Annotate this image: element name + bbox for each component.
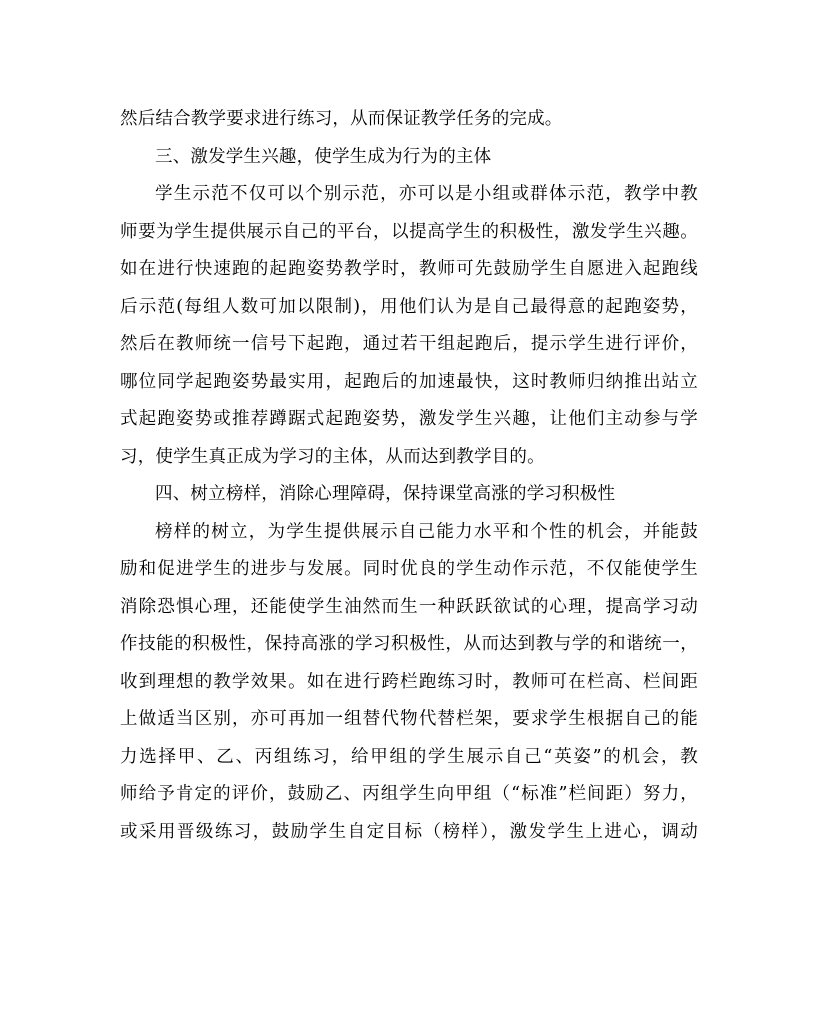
text-line: 榜样的树立，为学生提供展示自己能力水平和个性的机会，并能鼓 bbox=[155, 521, 698, 542]
text-line: 作技能的积极性，保持高涨的学习积极性，从而达到教与学的和谐统一， bbox=[120, 634, 698, 654]
text-line: 式起跑姿势或推荐蹲踞式起跑姿势，激发学生兴趣，让他们主动参与学 bbox=[120, 409, 698, 429]
text-line: 力选择甲、乙、丙组练习，给甲组的学生展示自己“英姿”的机会，教 bbox=[120, 746, 698, 767]
text-line: 消除恐惧心理，还能使学生油然而生一种跃跃欲试的心理，提高学习动 bbox=[120, 596, 698, 617]
body-text bbox=[120, 101, 698, 851]
text-line: 学生示范不仅可以个别示范，亦可以是小组或群体示范，教学中教 bbox=[155, 184, 698, 204]
section-heading: 三、激发学生兴趣，使学生成为行为的主体 bbox=[155, 146, 492, 167]
text-line: 然后结合教学要求进行练习，从而保证教学任务的完成。 bbox=[120, 109, 563, 129]
text-line: 收到理想的教学效果。如在进行跨栏跑练习时，教师可在栏高、栏间距 bbox=[120, 671, 698, 692]
text-line: 上做适当区别，亦可再加一组替代物代替栏架，要求学生根据自己的能 bbox=[120, 709, 698, 729]
text-line: 然后在教师统一信号下起跑，通过若干组起跑后，提示学生进行评价， bbox=[120, 334, 698, 354]
text-line: 习，使学生真正成为学习的主体，从而达到教学目的。 bbox=[120, 446, 545, 467]
text-line: 如在进行快速跑的起跑姿势教学时，教师可先鼓励学生自愿进入起跑线 bbox=[120, 259, 698, 279]
text-line: 师给予肯定的评价，鼓励乙、丙组学生向甲组（“标准”栏间距）努力， bbox=[120, 784, 698, 804]
text-line: 师要为学生提供展示自己的平台，以提高学生的积极性，激发学生兴趣。 bbox=[120, 221, 698, 242]
text-line: 励和促进学生的进步与发展。同时优良的学生动作示范，不仅能使学生 bbox=[120, 559, 698, 579]
text-line: 或采用晋级练习，鼓励学生自定目标（榜样），激发学生上进心，调动 bbox=[120, 821, 698, 842]
text-line: 后示范(每组人数可加以限制)，用他们认为是自己最得意的起跑姿势， bbox=[120, 296, 698, 317]
section-heading: 四、树立榜样，消除心理障碍，保持课堂高涨的学习积极性 bbox=[155, 484, 616, 504]
text-line: 哪位同学起跑姿势最实用，起跑后的加速最快，这时教师归纳推出站立 bbox=[120, 371, 698, 392]
